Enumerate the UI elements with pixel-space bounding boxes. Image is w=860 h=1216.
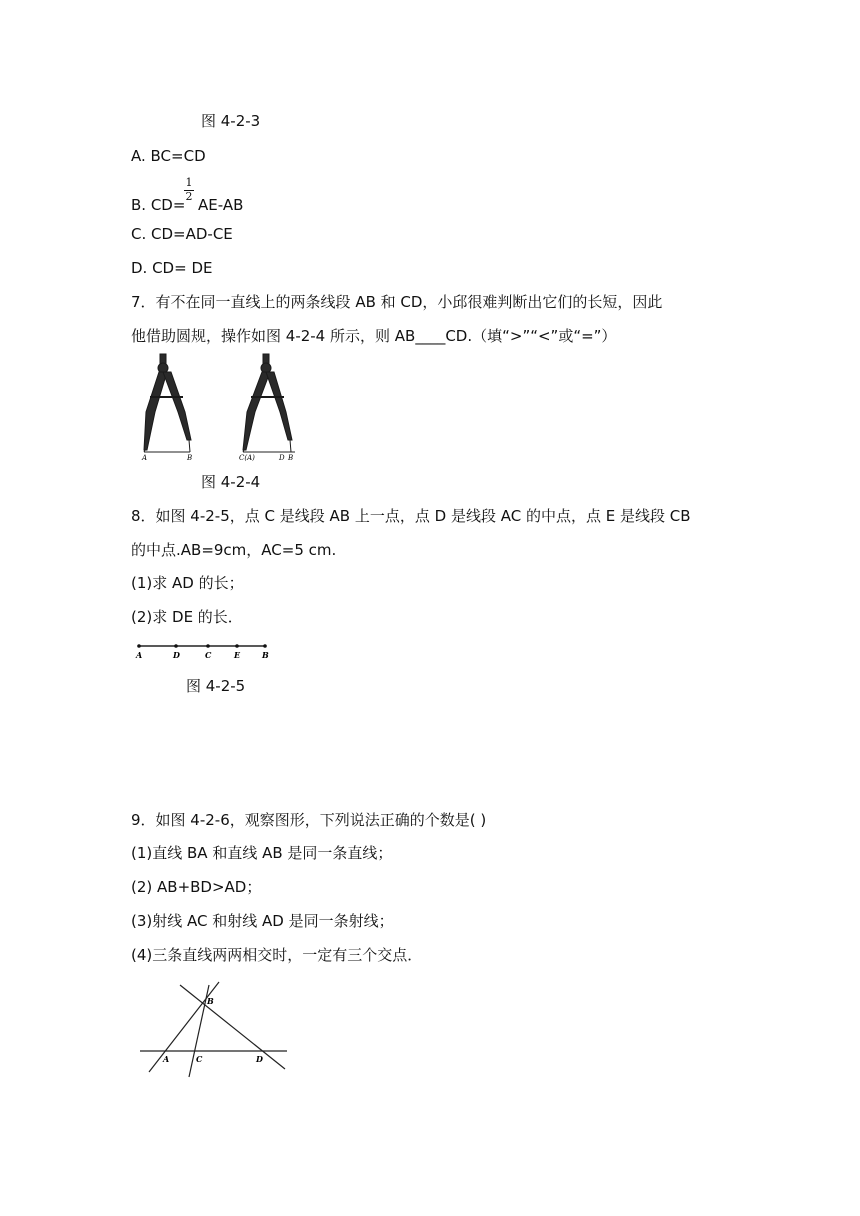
figure-4-2-4-compasses [133, 352, 303, 464]
label-d: D [173, 650, 180, 660]
label-b-right: B [288, 454, 294, 462]
label-c-a: C(A) [239, 454, 255, 462]
fraction-numerator: 1 [185, 176, 193, 189]
right-compass [243, 354, 292, 452]
left-compass [144, 354, 191, 452]
option-a: A. BC=CD [131, 147, 206, 165]
option-b-prefix: B. CD= [131, 196, 186, 214]
question-8-line-1: 8．如图 4-2-5，点 C 是线段 AB 上一点，点 D 是线段 AC 的中点，点 E 是线段 CB [131, 507, 691, 525]
question-9-statement-4: (4)三条直线两两相交时，一定有三个交点． [131, 946, 423, 964]
option-b-suffix: AE-AB [198, 196, 244, 214]
question-9-statement-3: (3)射线 AC 和射线 AD 是同一条射线； [131, 912, 394, 930]
question-9-statement-1: (1)直线 BA 和直线 AB 是同一条直线； [131, 844, 393, 862]
question-8-line-2: 的中点.AB=9cm，AC=5 cm. [131, 541, 337, 559]
option-c: C. CD=AD-CE [131, 225, 233, 243]
label-a: A [136, 650, 143, 660]
question-9-line-1: 9．如图 4-2-6，观察图形，下列说法正确的个数是( ) [131, 811, 487, 829]
figure-caption-4-2-4: 图 4-2-4 [201, 473, 261, 491]
figure-4-2-5-segment [133, 640, 275, 662]
label-b: B [207, 996, 214, 1006]
point-c [206, 644, 210, 648]
figure-4-2-6-lines [138, 980, 293, 1078]
label-b: B [262, 650, 269, 660]
label-e: E [234, 650, 241, 660]
fraction-denominator: 2 [185, 190, 193, 203]
question-8-sub-1: (1)求 AD 的长； [131, 574, 244, 592]
label-a: A [142, 454, 148, 462]
option-d: D. CD= DE [131, 259, 213, 277]
label-d: D [279, 454, 285, 462]
question-7-line-1: 7．有不在同一直线上的两条线段 AB 和 CD，小邱很难判断出它们的长短，因此 [131, 293, 663, 311]
point-d [174, 644, 178, 648]
label-d: D [256, 1054, 263, 1064]
point-b [263, 644, 267, 648]
figure-caption-4-2-5: 图 4-2-5 [186, 677, 246, 695]
figure-caption-4-2-3: 图 4-2-3 [201, 112, 261, 130]
label-a: A [163, 1054, 170, 1064]
question-7-line-2: 他借助圆规，操作如图 4-2-4 所示，则 AB____CD.（填“>”“<”或“=”） [131, 327, 617, 345]
label-c: C [205, 650, 212, 660]
label-b: B [187, 454, 193, 462]
label-c: C [196, 1054, 203, 1064]
point-e [235, 644, 239, 648]
question-9-statement-2: (2) AB+BD>AD； [131, 878, 262, 896]
question-8-sub-2: (2)求 DE 的长． [131, 608, 243, 626]
point-a [137, 644, 141, 648]
